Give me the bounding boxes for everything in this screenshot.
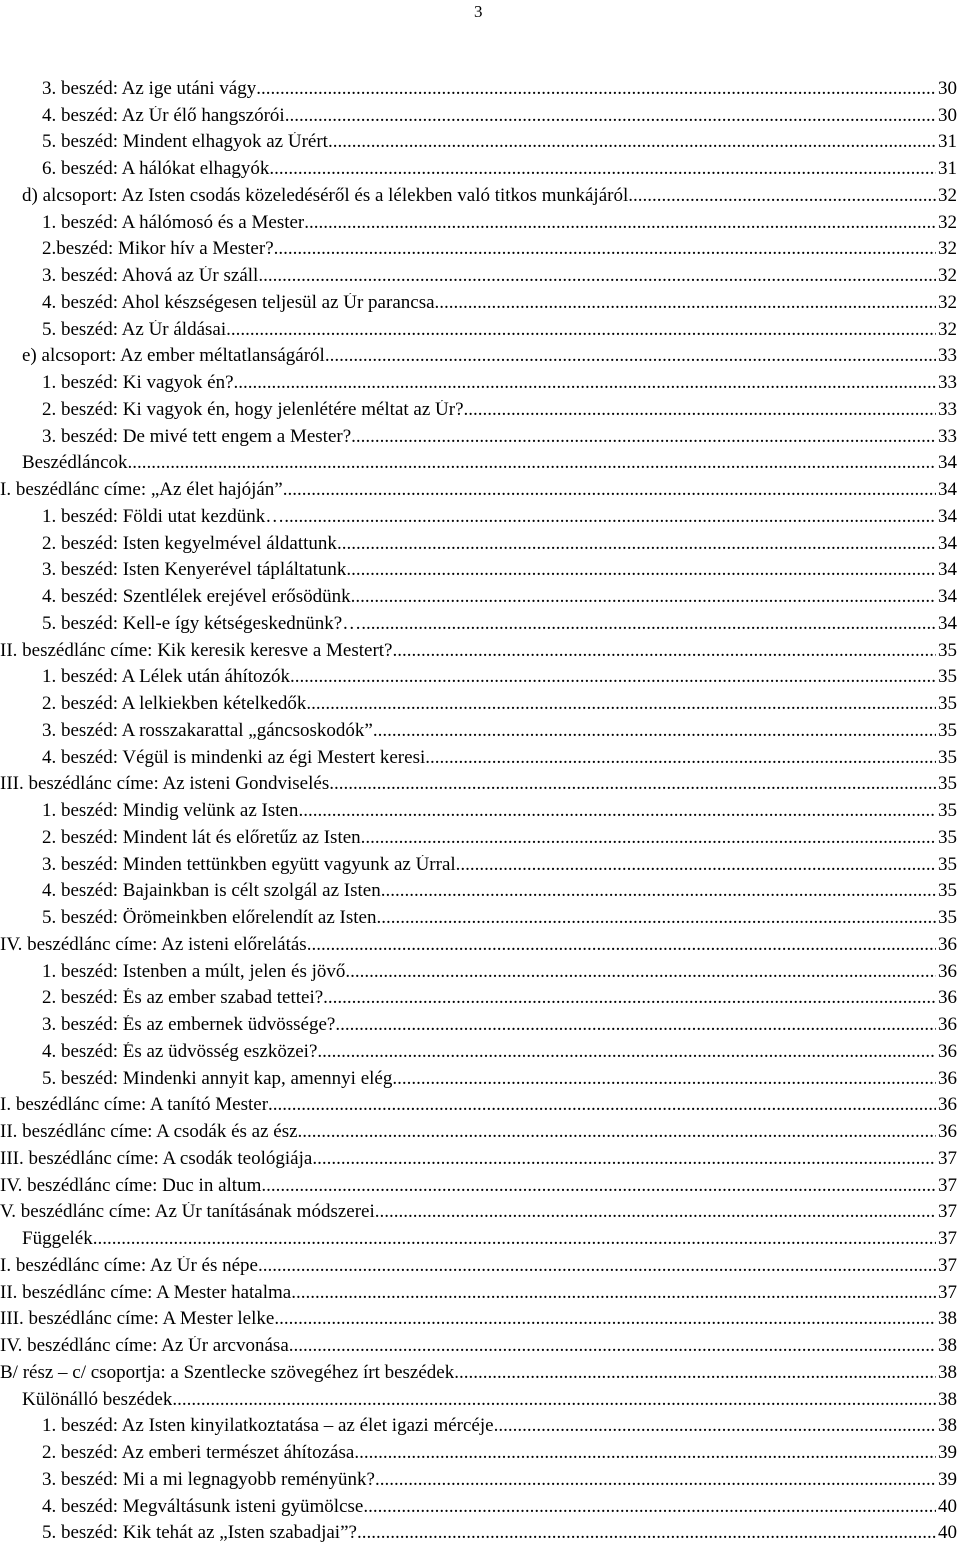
toc-entry-title: 2. beszéd: És az ember szabad tettei? xyxy=(42,988,324,1009)
toc-entry-page: 38 xyxy=(938,1388,957,1410)
toc-dot-leader xyxy=(234,373,936,393)
toc-entry-page: 36 xyxy=(938,987,957,1009)
toc-entry-title: 2. beszéd: Isten kegyelmével áldattunk xyxy=(42,533,337,554)
toc-entry-page: 34 xyxy=(938,532,957,554)
toc-entry-page: 37 xyxy=(938,1147,957,1169)
toc-dot-leader xyxy=(375,1202,936,1222)
toc-entry-title: 5. beszéd: Mindenki annyit kap, amennyi elég xyxy=(42,1068,393,1089)
toc-dot-leader xyxy=(392,1069,936,1089)
toc-entry-title: IV. beszédlánc címe: Duc in altum xyxy=(0,1175,262,1196)
toc-dot-leader xyxy=(93,1229,936,1249)
toc-dot-leader xyxy=(393,641,937,661)
toc-dot-leader xyxy=(381,881,936,901)
toc-entry[interactable] xyxy=(0,259,957,286)
toc-entry-page: 38 xyxy=(938,1308,957,1330)
toc-entry-page: 32 xyxy=(938,238,957,260)
toc-entry-title: Beszédláncok xyxy=(22,453,128,474)
toc-entry[interactable] xyxy=(0,714,957,741)
toc-entry[interactable] xyxy=(0,500,957,527)
toc-entry[interactable] xyxy=(0,206,957,233)
toc-entry-page: 33 xyxy=(938,398,957,420)
toc-entry-page: 31 xyxy=(938,158,957,179)
toc-entry-page: 35 xyxy=(938,773,957,795)
toc-dot-leader xyxy=(283,480,936,500)
toc-entry-page: 34 xyxy=(938,586,957,607)
toc-entry[interactable] xyxy=(0,901,957,928)
toc-entry[interactable] xyxy=(0,447,957,474)
toc-entry[interactable] xyxy=(0,607,957,634)
toc-dot-leader xyxy=(256,79,936,99)
toc-entry-page: 32 xyxy=(938,184,957,206)
toc-entry[interactable] xyxy=(0,1276,957,1303)
toc-dot-leader xyxy=(284,159,936,179)
toc-entry-title: 4. beszéd: Az Úr élő hangszórói xyxy=(42,105,285,126)
toc-entry[interactable] xyxy=(0,340,957,367)
toc-entry-page: 36 xyxy=(938,1040,957,1062)
toc-dot-leader xyxy=(307,935,936,955)
toc-dot-leader xyxy=(325,346,936,366)
toc-entry-page: 35 xyxy=(938,746,957,768)
toc-entry-title: 3. beszéd: De mivé tett engem a Mester? xyxy=(42,426,352,447)
toc-entry-page: 31 xyxy=(938,131,957,153)
toc-entry-title: 4. beszéd: Szentlélek erejével erősödünk xyxy=(42,587,351,607)
toc-dot-leader xyxy=(337,534,936,554)
toc-entry-title: I. beszédlánc címe: Az Úr és népe xyxy=(0,1255,258,1276)
toc-entry-page: 35 xyxy=(938,907,957,928)
toc-dot-leader xyxy=(285,106,936,126)
toc-entry[interactable] xyxy=(0,1035,957,1062)
toc-entry-page: 39 xyxy=(938,1442,957,1463)
toc-entry-page: 37 xyxy=(938,1201,957,1223)
toc-dot-leader xyxy=(329,774,936,794)
toc-entry[interactable] xyxy=(0,687,957,714)
toc-dot-leader xyxy=(361,614,936,634)
toc-entry-page: 36 xyxy=(938,1094,957,1116)
toc-dot-leader xyxy=(291,1283,936,1303)
toc-entry[interactable] xyxy=(0,928,957,955)
toc-entry[interactable] xyxy=(0,1196,957,1223)
toc-entry[interactable] xyxy=(0,313,957,340)
toc-entry-page: 33 xyxy=(938,372,957,393)
toc-dot-leader xyxy=(464,400,936,420)
toc-entry-title: 2. beszéd: Mindent lát és előretűz az Isten xyxy=(42,827,361,848)
toc-entry-title: III. beszédlánc címe: Az isteni Gondviselés xyxy=(0,774,330,795)
toc-entry-page: 34 xyxy=(938,479,957,500)
toc-dot-leader xyxy=(328,132,936,152)
toc-entry[interactable] xyxy=(0,794,957,821)
toc-entry-page: 32 xyxy=(938,265,957,286)
toc-entry-title: 5. beszéd: Kik tehát az „Isten szabadjai”? xyxy=(42,1523,357,1544)
toc-entry-page: 34 xyxy=(938,612,957,634)
toc-dot-leader xyxy=(312,1149,936,1169)
toc-entry[interactable] xyxy=(0,99,957,126)
toc-entry-page: 38 xyxy=(938,1361,957,1383)
toc-entry[interactable] xyxy=(0,1222,957,1249)
toc-entry-title: 3. beszéd: Mi a mi legnagyobb reményünk? xyxy=(42,1469,375,1490)
toc-entry[interactable] xyxy=(0,875,957,902)
toc-entry-title: 5. beszéd: Örömeinkben előrelendít az Isten xyxy=(42,908,377,928)
toc-dot-leader xyxy=(298,801,936,821)
toc-entry[interactable] xyxy=(0,233,957,260)
toc-entry-page: 37 xyxy=(938,1254,957,1276)
toc-entry-title: 2. beszéd: A lelkiekben kételkedők xyxy=(42,694,307,714)
toc-entry[interactable] xyxy=(0,126,957,153)
toc-entry[interactable] xyxy=(0,72,957,99)
toc-entry[interactable] xyxy=(0,1089,957,1116)
toc-dot-leader xyxy=(357,1523,936,1543)
table-of-contents xyxy=(0,72,957,1543)
toc-dot-leader xyxy=(494,1416,936,1436)
toc-entry-page: 34 xyxy=(938,452,957,474)
toc-entry-page: 35 xyxy=(938,826,957,848)
toc-entry[interactable] xyxy=(0,848,957,875)
toc-entry-title: I. beszédlánc címe: „Az élet hajóján” xyxy=(0,480,283,500)
toc-entry[interactable] xyxy=(0,768,957,795)
toc-dot-leader xyxy=(261,1176,936,1196)
toc-entry-title: Különálló beszédek xyxy=(22,1389,173,1410)
toc-entry[interactable] xyxy=(0,1436,957,1463)
page-number: 3 xyxy=(474,2,483,21)
toc-entry-page: 35 xyxy=(938,800,957,821)
toc-entry[interactable] xyxy=(0,527,957,554)
toc-entry-title: d) alcsoport: Az Isten csodás közeledéséről és a lélekben való titkos munkájáról xyxy=(22,185,629,206)
toc-entry[interactable] xyxy=(0,1356,957,1383)
toc-entry[interactable] xyxy=(0,580,957,607)
toc-entry[interactable] xyxy=(0,366,957,393)
toc-entry-title: 4. beszéd: Végül is mindenki az égi Mestert keresi xyxy=(42,747,426,768)
toc-dot-leader xyxy=(346,560,936,580)
toc-dot-leader xyxy=(361,828,936,848)
toc-entry[interactable] xyxy=(0,1008,957,1035)
toc-dot-leader xyxy=(425,748,936,768)
toc-entry-title: IV. beszédlánc címe: Az Úr arcvonása xyxy=(0,1336,289,1356)
toc-entry[interactable] xyxy=(0,152,957,179)
toc-entry-title: II. beszédlánc címe: A csodák és az ész xyxy=(0,1122,298,1142)
toc-entry[interactable] xyxy=(0,982,957,1009)
toc-entry-title: 3. beszéd: Isten Kenyerével tápláltatunk xyxy=(42,560,347,581)
toc-dot-leader xyxy=(435,293,936,313)
toc-entry-title: 2.beszéd: Mikor hív a Mester? xyxy=(42,239,274,260)
toc-entry-title: 2. beszéd: Ki vagyok én, hogy jelenlétére méltat az Úr? xyxy=(42,399,464,420)
toc-entry-page: 34 xyxy=(938,559,957,581)
toc-entry-title: 4. beszéd: És az üdvösség eszközei?... xyxy=(42,1041,332,1062)
toc-entry-title: 2. beszéd: Az emberi természet áhítozása xyxy=(42,1443,355,1463)
toc-entry-page: 36 xyxy=(938,1067,957,1089)
toc-entry-title: 4. beszéd: Megváltásunk isteni gyümölcse xyxy=(42,1496,364,1517)
toc-entry-title: 5. beszéd: Az Úr áldásai xyxy=(42,319,227,340)
toc-entry-page: 32 xyxy=(938,211,957,233)
toc-entry-page: 36 xyxy=(938,1121,957,1142)
toc-dot-leader xyxy=(304,213,936,233)
toc-dot-leader xyxy=(268,1095,936,1115)
toc-entry-page: 32 xyxy=(938,291,957,313)
toc-entry-page: 38 xyxy=(938,1335,957,1356)
toc-entry[interactable] xyxy=(0,179,957,206)
toc-entry-page: 33 xyxy=(938,345,957,367)
toc-entry[interactable] xyxy=(0,473,957,500)
toc-dot-leader xyxy=(354,1443,936,1463)
toc-entry-page: 35 xyxy=(938,719,957,741)
toc-entry[interactable] xyxy=(0,661,957,688)
toc-entry-title: 3. beszéd: A rosszakarattal „gáncsoskodók” xyxy=(42,720,373,741)
toc-entry-page: 36 xyxy=(938,1014,957,1035)
toc-entry-title: 3. beszéd: Minden tettünkben együtt vagyunk az Úrral xyxy=(42,854,456,875)
toc-entry-title: 1. beszéd: Istenben a múlt, jelen és jövő xyxy=(42,961,346,982)
toc-entry-title: B/ rész – c/ csoportja: a Szentlecke szövegéhez írt beszédek xyxy=(0,1362,455,1383)
toc-dot-leader xyxy=(351,587,936,607)
toc-entry-title: 3. beszéd: Ahová az Úr száll xyxy=(42,266,259,286)
toc-dot-leader xyxy=(274,1309,936,1329)
toc-dot-leader xyxy=(345,962,936,982)
toc-entry-title: 4. beszéd: Bajainkban is célt szolgál az Isten xyxy=(42,881,381,902)
toc-entry[interactable] xyxy=(0,955,957,982)
toc-entry[interactable] xyxy=(0,821,957,848)
toc-entry[interactable] xyxy=(0,1142,957,1169)
toc-entry-title: e) alcsoport: Az ember méltatlanságáról xyxy=(22,346,325,367)
toc-dot-leader xyxy=(456,855,936,875)
toc-entry-page: 35 xyxy=(938,880,957,902)
toc-dot-leader xyxy=(377,908,937,928)
toc-entry-page: 39 xyxy=(938,1468,957,1490)
toc-entry-page: 35 xyxy=(938,666,957,688)
toc-dot-leader xyxy=(289,1336,936,1356)
toc-entry[interactable] xyxy=(0,1329,957,1356)
toc-entry-title: 1. beszéd: Ki vagyok én? xyxy=(42,373,234,393)
toc-entry-title: 5. beszéd: Mindent elhagyok az Úrért xyxy=(42,132,328,153)
toc-entry[interactable] xyxy=(0,1303,957,1330)
toc-dot-leader xyxy=(298,1122,936,1142)
toc-entry-title: 1. beszéd: A hálómosó és a Mester xyxy=(42,212,305,233)
toc-entry-page: 35 xyxy=(938,639,957,661)
toc-entry-title: 1. beszéd: Mindig velünk az Isten xyxy=(42,801,299,821)
toc-entry-title: V. beszédlánc címe: Az Úr tanításának módszerei xyxy=(0,1202,375,1223)
toc-entry[interactable] xyxy=(0,554,957,581)
toc-entry-page: 40 xyxy=(938,1495,957,1517)
toc-entry[interactable] xyxy=(0,1169,957,1196)
toc-entry[interactable] xyxy=(0,1490,957,1517)
toc-entry-page: 35 xyxy=(938,693,957,714)
toc-entry-title: 3. beszéd: Az ige utáni vágy xyxy=(42,78,257,99)
toc-entry-page: 37 xyxy=(938,1228,957,1249)
toc-entry-page: 36 xyxy=(938,960,957,982)
toc-entry[interactable] xyxy=(0,1062,957,1089)
toc-entry-title: 1. beszéd: A Lélek után áhítozók xyxy=(42,667,290,688)
toc-entry-page: 37 xyxy=(938,1281,957,1303)
toc-entry-page: 34 xyxy=(938,505,957,527)
toc-entry[interactable] xyxy=(0,741,957,768)
toc-dot-leader xyxy=(284,507,936,527)
toc-dot-leader xyxy=(128,453,936,473)
toc-dot-leader xyxy=(332,1042,936,1062)
toc-entry-page: 35 xyxy=(938,853,957,875)
toc-dot-leader xyxy=(226,320,936,340)
toc-entry[interactable] xyxy=(0,1383,957,1410)
toc-entry-title: IV. beszédlánc címe: Az isteni előrelátás xyxy=(0,934,307,955)
toc-entry-title: 1. beszéd: Az Isten kinyilatkoztatása – az élet igazi mércéje xyxy=(42,1416,494,1437)
toc-dot-leader xyxy=(274,239,936,259)
toc-entry-page: 32 xyxy=(938,318,957,340)
toc-entry-title: 3. beszéd: És az embernek üdvössége?... xyxy=(42,1015,350,1035)
toc-dot-leader xyxy=(454,1363,936,1383)
toc-entry-title: II. beszédlánc címe: Kik keresik keresve a Mestert? xyxy=(0,640,393,661)
toc-entry-page: 33 xyxy=(938,425,957,447)
toc-dot-leader xyxy=(628,186,936,206)
toc-dot-leader xyxy=(258,266,936,286)
toc-dot-leader xyxy=(351,427,936,447)
toc-entry-title: Függelék xyxy=(22,1229,93,1249)
toc-entry-title: III. beszédlánc címe: A Mester lelke xyxy=(0,1309,275,1330)
toc-entry-title: I. beszédlánc címe: A tanító Mester xyxy=(0,1095,269,1116)
toc-entry-page: 30 xyxy=(938,77,957,99)
toc-entry-title: 1. beszéd: Földi utat kezdünk… xyxy=(42,506,285,527)
toc-dot-leader xyxy=(350,1015,936,1035)
toc-entry-title: III. beszédlánc címe: A csodák teológiája xyxy=(0,1148,313,1169)
toc-entry-title: 5. beszéd: Kell-e így kétségeskednünk?… xyxy=(42,613,362,634)
toc-entry[interactable] xyxy=(0,1249,957,1276)
toc-entry[interactable] xyxy=(0,1463,957,1490)
toc-entry-title: II. beszédlánc címe: A Mester hatalma xyxy=(0,1282,292,1303)
toc-entry[interactable] xyxy=(0,286,957,313)
toc-entry[interactable] xyxy=(0,393,957,420)
toc-dot-leader xyxy=(290,667,936,687)
toc-dot-leader xyxy=(323,988,936,1008)
toc-dot-leader xyxy=(363,1497,936,1517)
toc-entry-page: 38 xyxy=(938,1415,957,1437)
toc-entry-page: 40 xyxy=(938,1522,957,1544)
toc-dot-leader xyxy=(306,694,936,714)
toc-entry-title: 4. beszéd: Ahol készségesen teljesül az Úr parancsa xyxy=(42,292,435,313)
toc-entry-title: 6. beszéd: A hálókat elhagyók... xyxy=(42,159,284,179)
toc-entry[interactable] xyxy=(0,420,957,447)
toc-entry[interactable] xyxy=(0,1410,957,1437)
toc-dot-leader xyxy=(375,1470,936,1490)
toc-dot-leader xyxy=(172,1390,936,1410)
toc-entry[interactable] xyxy=(0,634,957,661)
toc-entry-page: 30 xyxy=(938,104,957,126)
toc-dot-leader xyxy=(373,721,936,741)
toc-entry-page: 36 xyxy=(938,933,957,955)
toc-entry[interactable] xyxy=(0,1517,957,1544)
toc-entry[interactable] xyxy=(0,1115,957,1142)
toc-entry-page: 37 xyxy=(938,1174,957,1196)
toc-dot-leader xyxy=(258,1256,936,1276)
